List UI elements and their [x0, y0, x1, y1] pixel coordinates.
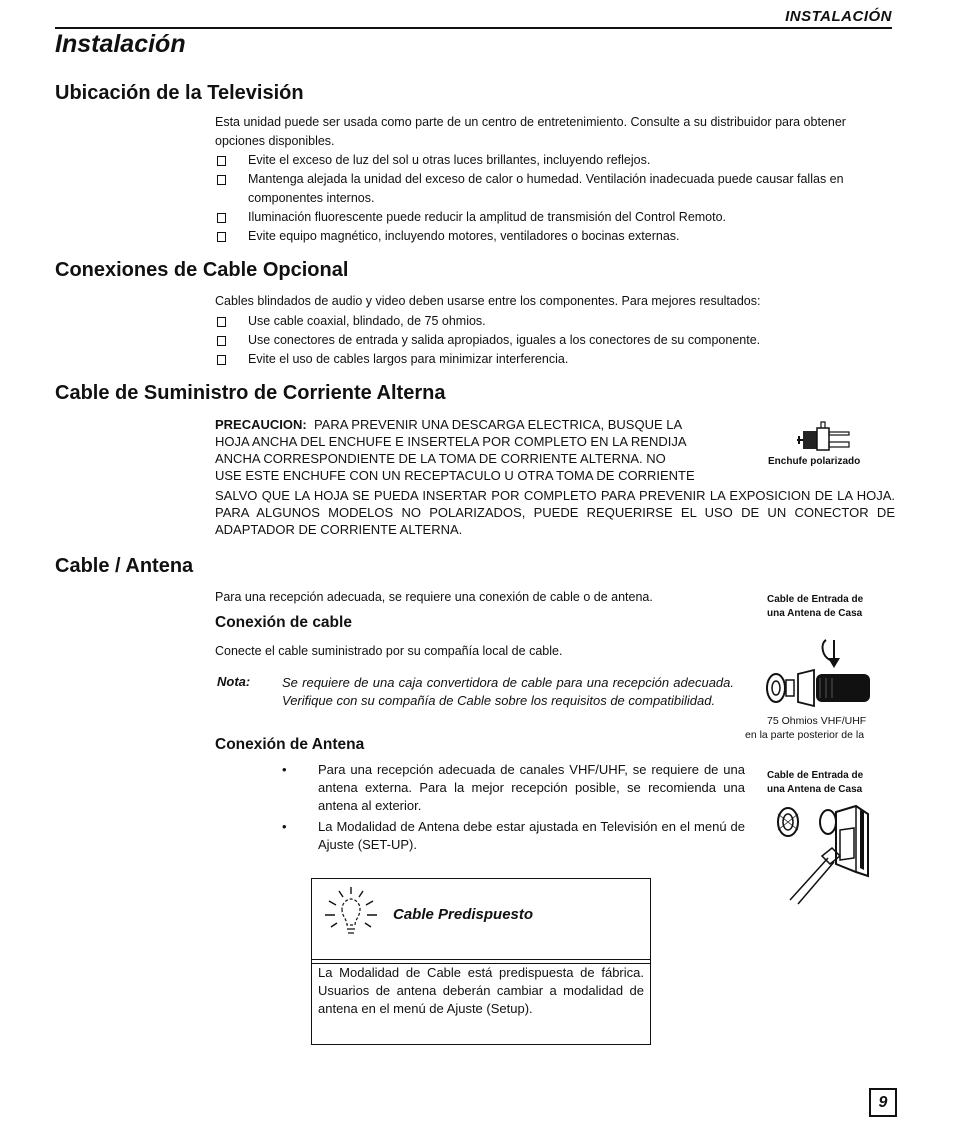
polarized-plug-icon [795, 420, 855, 452]
tip-divider [312, 959, 650, 960]
fig2-caption-line: Cable de Entrada de [767, 770, 864, 781]
list-item [215, 151, 895, 170]
caution-line: ANCHA CORRESPONDIENTE DE LA TOMA DE CORRIENTE ALTERNA. NO [215, 451, 666, 466]
checkbox-square-icon [217, 175, 226, 185]
list-item [215, 227, 895, 246]
conexiones-intro: Cables blindados de audio y video deben usarse entre los componentes. Para mejores resultados: [215, 294, 761, 308]
caution-label: PRECAUCION: [215, 417, 307, 432]
list-item [215, 208, 895, 227]
checkbox-square-icon [217, 336, 226, 346]
bullet-dot-icon: • [282, 819, 287, 834]
header-rule [55, 27, 892, 29]
ubicacion-intro: Esta unidad puede ser usada como parte de un centro de entretenimiento. Consulte a su distribuidor para obtener opciones disponibles. [215, 115, 846, 148]
caution-line-text: PARA PREVENIR UNA DESCARGA ELECTRICA, BUSQUE LA [313, 417, 683, 432]
checkbox-square-icon [217, 156, 226, 166]
caution-line: HOJA ANCHA DEL ENCHUFE E INSERTELA POR COMPLETO EN LA RENDIJA [215, 434, 687, 449]
section-title-conexiones: Conexiones de Cable Opcional [55, 259, 349, 281]
fig2-caption [767, 769, 863, 797]
caution-line: USE ESTE ENCHUFE CON UN RECEPTACULO U OTRA TOMA DE CORRIENTE [215, 468, 695, 483]
list-item [215, 170, 895, 208]
list-item-text: Iluminación fluorescente puede reducir la amplitud de transmisión del Control Remoto. [248, 210, 727, 224]
coax-cable-connector-icon [760, 636, 880, 711]
checkbox-square-icon [217, 355, 226, 365]
page-title: Instalación [55, 30, 186, 58]
nota-label: Nota: [217, 674, 251, 689]
ubicacion-list [215, 151, 895, 246]
section-header-tag: INSTALACIÓN [785, 8, 892, 25]
bullet-dot-icon: • [282, 762, 287, 777]
fig1-caption-line: Cable de Entrada de [767, 594, 864, 605]
fig1-caption [767, 593, 863, 621]
fig1-caption-line: una Antena de Casa [767, 608, 863, 619]
cable-text: Conecte el cable suministrado por su compañía local de cable. [215, 644, 563, 658]
list-item [280, 761, 745, 815]
plug-caption: Enchufe polarizado [768, 456, 861, 467]
subsection-antena: Conexión de Antena [215, 736, 365, 753]
list-item [215, 312, 895, 331]
fig1-sub-2: en la parte posterior de la [745, 729, 865, 741]
fig1-sub-1: 75 Ohmios VHF/UHF [767, 715, 867, 727]
list-item-text: La Modalidad de Antena debe estar ajustada en Televisión en el menú de Ajuste (SET-UP). [318, 819, 745, 852]
caution-text-narrow [215, 416, 755, 484]
list-item-text: Evite el uso de cables largos para minimizar interferencia. [248, 352, 569, 366]
tip-box [311, 878, 651, 1045]
list-item-text: Use conectores de entrada y salida apropiados, iguales a los conectores de su componente. [248, 333, 761, 347]
antenna-adapter-icon [770, 800, 875, 910]
list-item [215, 350, 895, 369]
page-number: 9 [869, 1088, 897, 1117]
list-item-text: Evite equipo magnético, incluyendo motores, ventiladores o bocinas externas. [248, 229, 680, 243]
list-item-text: Para una recepción adecuada de canales VHF/UHF, se requiere de una antena externa. Para la mejor recepción posible, se recomienda una antena al exterior. [318, 762, 745, 813]
subsection-cable: Conexión de cable [215, 614, 352, 631]
caution-text-rest: SALVO QUE LA HOJA SE PUEDA INSERTAR POR COMPLETO PARA PREVENIR LA EXPOSICION DE LA HOJA. PARA ALGUNOS MODELOS NO POLARIZADOS, PUEDE REQUERIRSE EL USO DE UN CONECTOR DE ADAPTADOR DE CORRIENTE ALTERNA. [215, 488, 895, 537]
list-item-text: Evite el exceso de luz del sol u otras luces brillantes, incluyendo reflejos. [248, 153, 651, 167]
section-title-suministro: Cable de Suministro de Corriente Alterna [55, 382, 446, 404]
fig2-caption-line: una Antena de Casa [767, 784, 863, 795]
checkbox-square-icon [217, 317, 226, 327]
checkbox-square-icon [217, 232, 226, 242]
section-title-antena: Cable / Antena [55, 555, 194, 577]
tip-title: Cable Predispuesto [393, 906, 534, 923]
checkbox-square-icon [217, 213, 226, 223]
section-title-ubicacion: Ubicación de la Televisión [55, 82, 304, 104]
conexiones-list [215, 312, 895, 369]
list-item [215, 331, 895, 350]
nota-text: Se requiere de una caja convertidora de cable para una recepción adecuada. Verifique con su compañía de Cable sobre los requisitos de compatibilidad. [282, 675, 734, 708]
list-item-text: Mantenga alejada la unidad del exceso de calor o humedad. Ventilación inadecuada puede causar fallas en componentes internos. [248, 172, 844, 205]
antena-list [280, 761, 745, 857]
antena-intro: Para una recepción adecuada, se requiere una conexión de cable o de antena. [215, 590, 653, 604]
list-item [280, 818, 745, 854]
caution-line [215, 416, 755, 433]
light-bulb-icon [317, 885, 383, 951]
tip-body: La Modalidad de Cable está predispuesta de fábrica. Usuarios de antena deberán cambiar a modalidad de antena en el menú de Ajuste (Setup). [318, 965, 644, 1016]
list-item-text: Use cable coaxial, blindado, de 75 ohmios. [248, 314, 486, 328]
